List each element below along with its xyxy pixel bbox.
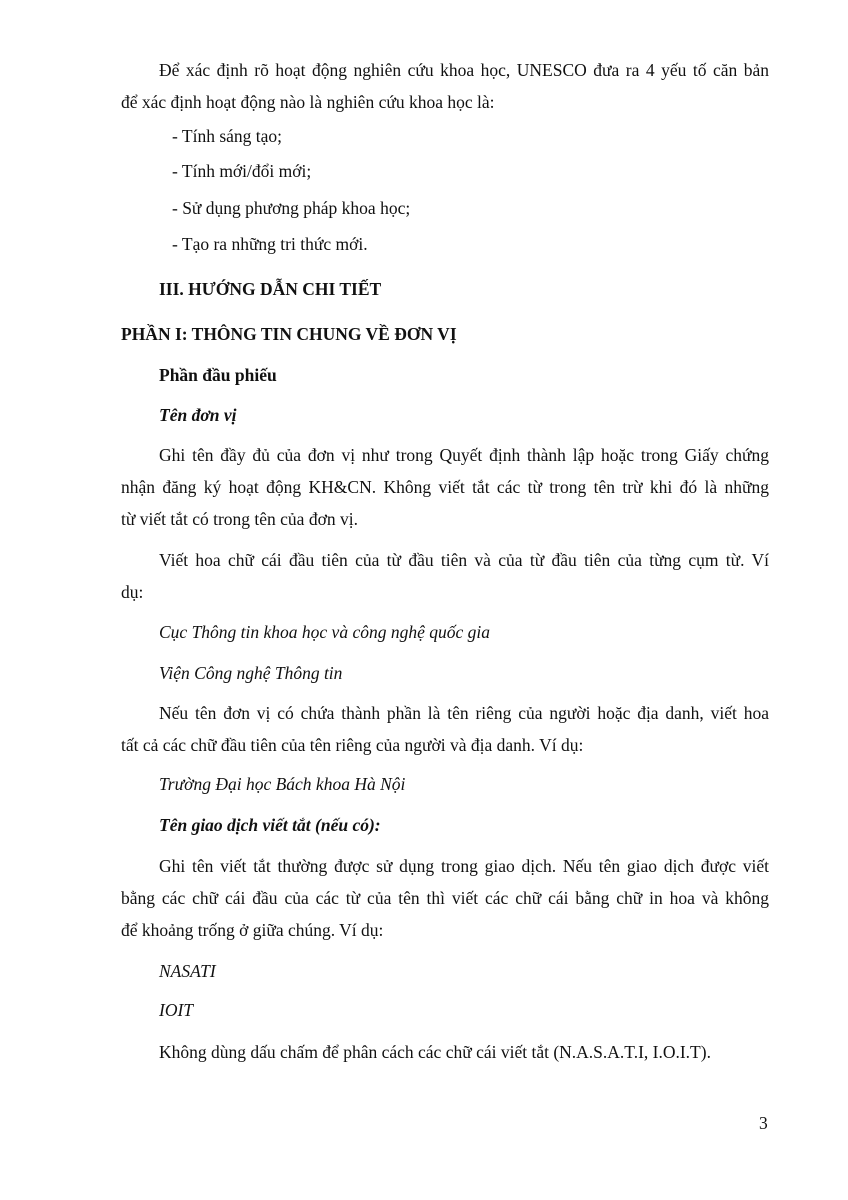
example-line: Viện Công nghệ Thông tin xyxy=(159,663,343,683)
abbrev-heading: Tên giao dịch viết tắt (nếu có): xyxy=(159,815,381,835)
unit-name-para-line: dụ: xyxy=(121,582,144,602)
unit-name-para-line: nhận đăng ký hoạt động KH&CN. Không viết tắt các từ trong tên trừ khi đó là những xyxy=(121,477,769,497)
example-line: IOIT xyxy=(159,1000,194,1020)
unit-name-para-line: tất cả các chữ đầu tiên của tên riêng của người và địa danh. Ví dụ: xyxy=(121,735,584,755)
page-number: 3 xyxy=(759,1113,768,1133)
example-line: NASATI xyxy=(159,961,216,981)
intro-line-2: để xác định hoạt động nào là nghiên cứu khoa học là: xyxy=(121,92,495,112)
abbrev-note: Không dùng dấu chấm để phân cách các chữ cái viết tắt (N.A.S.A.T.I, I.O.I.T). xyxy=(159,1042,711,1062)
unit-name-para-line: Nếu tên đơn vị có chứa thành phần là tên riêng của người hoặc địa danh, viết hoa xyxy=(159,703,769,723)
abbrev-para-line: Ghi tên viết tắt thường được sử dụng trong giao dịch. Nếu tên giao dịch được viết xyxy=(159,856,769,876)
example-line: Trường Đại học Bách khoa Hà Nội xyxy=(159,774,406,794)
criteria-item: - Tính mới/đổi mới; xyxy=(172,161,312,181)
part-heading: PHẦN I: THÔNG TIN CHUNG VỀ ĐƠN VỊ xyxy=(121,324,457,344)
criteria-item: - Tạo ra những tri thức mới. xyxy=(172,234,368,254)
criteria-item: - Sử dụng phương pháp khoa học; xyxy=(172,198,411,218)
unit-name-para-line: từ viết tắt có trong tên của đơn vị. xyxy=(121,509,358,529)
unit-name-heading: Tên đơn vị xyxy=(159,405,237,425)
example-line: Cục Thông tin khoa học và công nghệ quốc gia xyxy=(159,622,490,642)
unit-name-para-line: Ghi tên đầy đủ của đơn vị như trong Quyết định thành lập hoặc trong Giấy chứng xyxy=(159,445,769,465)
intro-line-1: Để xác định rõ hoạt động nghiên cứu khoa học, UNESCO đưa ra 4 yếu tố căn bản xyxy=(159,60,769,80)
unit-name-para-line: Viết hoa chữ cái đầu tiên của từ đầu tiên và của từ đầu tiên của từng cụm từ. Ví xyxy=(159,550,769,570)
criteria-item: - Tính sáng tạo; xyxy=(172,126,283,146)
section-heading: III. HƯỚNG DẪN CHI TIẾT xyxy=(159,279,382,299)
subheading: Phần đầu phiếu xyxy=(159,365,277,385)
abbrev-para-line: bằng các chữ cái đầu của các từ của tên thì viết các chữ cái bằng chữ in hoa và không xyxy=(121,888,769,908)
abbrev-para-line: để khoảng trống ở giữa chúng. Ví dụ: xyxy=(121,920,384,940)
